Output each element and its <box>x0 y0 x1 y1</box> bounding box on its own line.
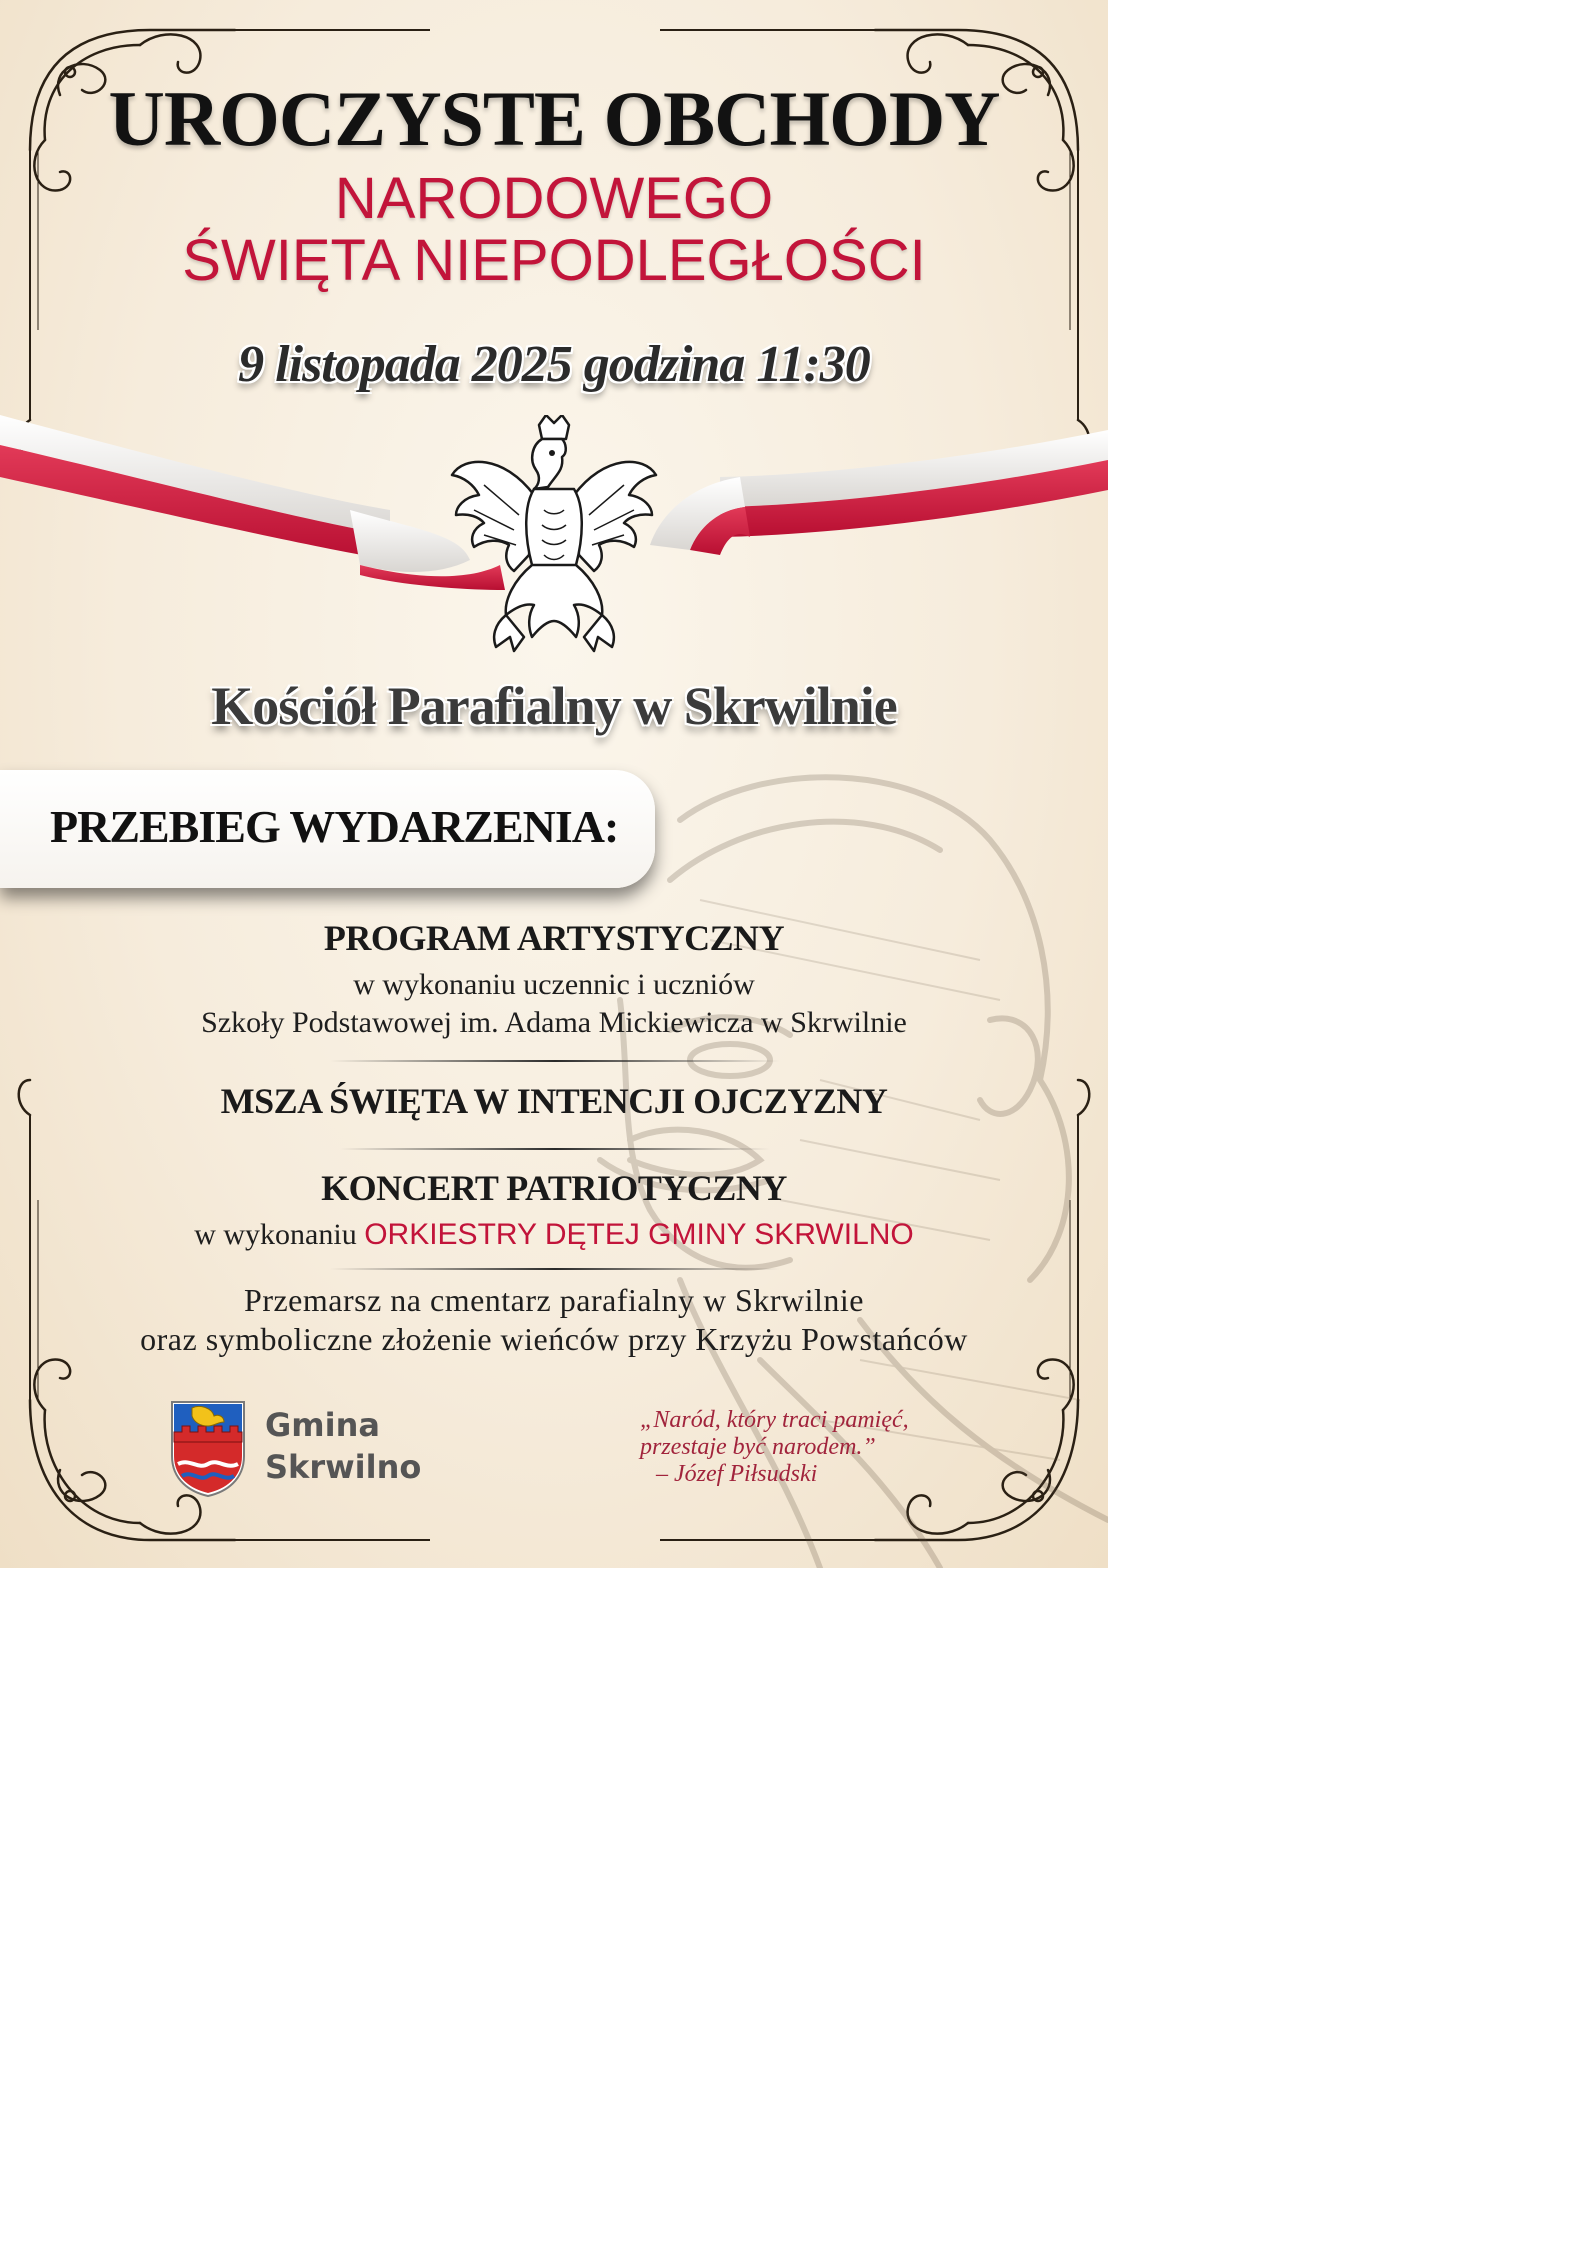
logo-text-line-1: Gmina <box>265 1406 380 1444</box>
program-item-concert-line <box>0 1217 1108 1253</box>
gmina-skrwilno-logo-text <box>265 1404 421 1488</box>
section-divider <box>330 1268 780 1270</box>
event-subtitle-line-2: ŚWIĘTA NIEPODLEGŁOŚCI <box>182 228 926 293</box>
section-divider <box>340 1148 770 1150</box>
logo-text-line-2: Skrwilno <box>265 1448 422 1486</box>
concert-performer-prefix: w wykonaniu <box>194 1218 357 1251</box>
program-item-artistic-title: PROGRAM ARTYSTYCZNY <box>323 918 785 958</box>
program-item-mass-title: MSZA ŚWIĘTA W INTENCJI OJCZYZNY <box>220 1081 888 1121</box>
program-item-artistic-line-2: Szkoły Podstawowej im. Adama Mickiewicza w Skrwilnie <box>201 1006 907 1039</box>
event-title: UROCZYSTE OBCHODY <box>108 75 1000 162</box>
program-item-march-line-2: oraz symboliczne złożenie wieńców przy Krzyżu Powstańców <box>140 1321 968 1357</box>
section-divider <box>330 1060 780 1062</box>
quote-line-1: „Naród, który traci pamięć, <box>640 1407 909 1433</box>
venue-title: Kościół Parafialny w Skrwilnie <box>211 676 897 736</box>
program-item-march-line-1: Przemarsz na cmentarz parafialny w Skrwilnie <box>244 1282 864 1318</box>
white-eagle-emblem <box>444 415 664 665</box>
poster <box>0 0 1108 1568</box>
pilsudski-quote <box>640 1407 1060 1488</box>
event-subtitle <box>0 168 1108 292</box>
program-heading-banner <box>0 770 655 888</box>
event-date: 9 listopada 2025 godzina 11:30 <box>238 336 870 393</box>
event-subtitle-line-1: NARODOWEGO <box>334 166 774 231</box>
quote-author: – Józef Piłsudski <box>656 1461 818 1487</box>
program-heading: PRZEBIEG WYDARZENIA: <box>50 801 619 852</box>
program-item-concert-title: KONCERT PATRIOTYCZNY <box>321 1168 787 1208</box>
concert-performer-orchestra: ORKIESTRY DĘTEJ GMINY SKRWILNO <box>364 1218 914 1251</box>
quote-line-2: przestaje być narodem.” <box>640 1434 876 1460</box>
program-item-artistic-line-1: w wykonaniu uczennic i uczniów <box>353 968 755 1001</box>
gmina-skrwilno-coat-of-arms-icon <box>168 1398 248 1498</box>
